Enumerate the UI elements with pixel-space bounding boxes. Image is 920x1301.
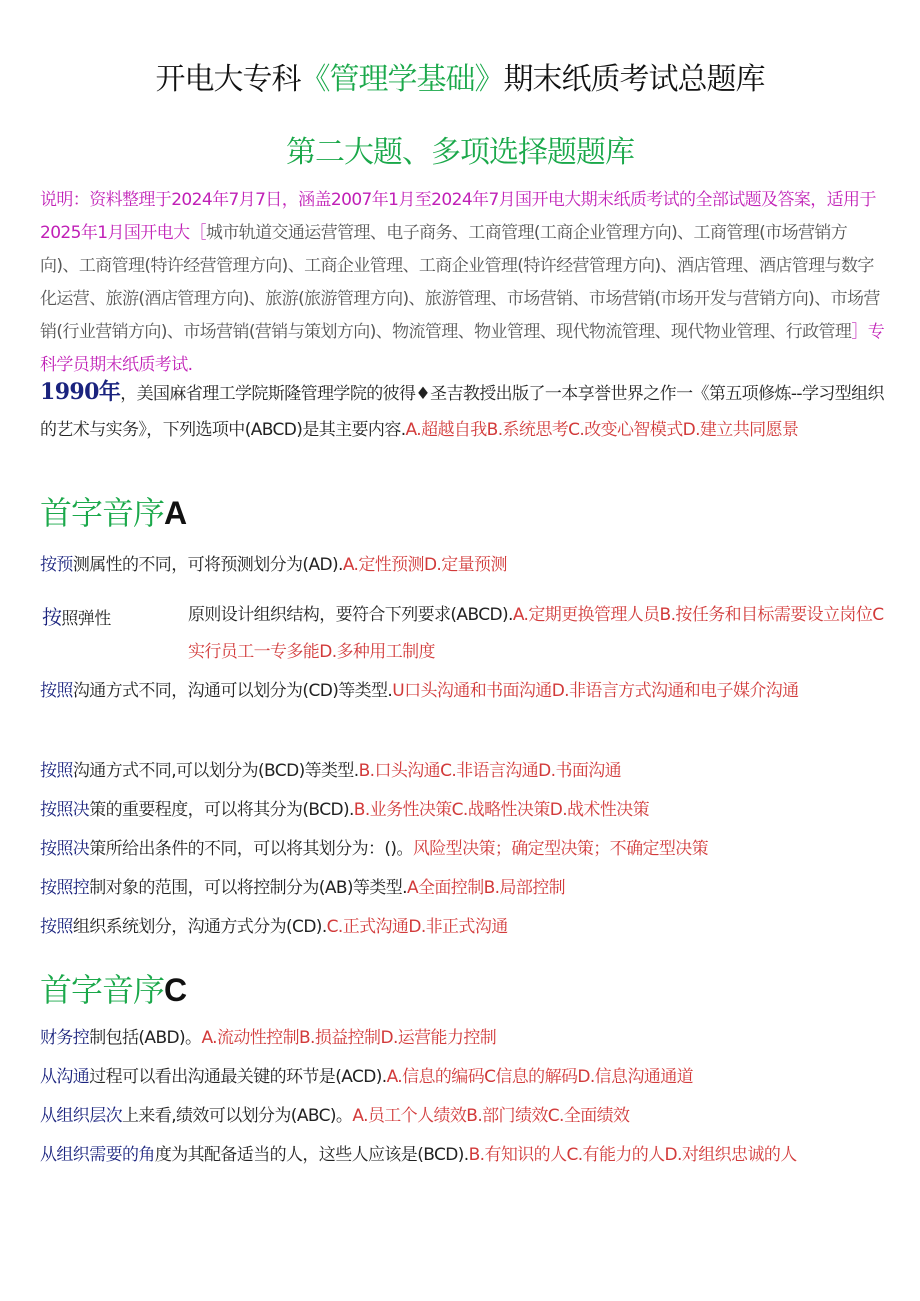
intro-answer: A.超越自我B.系统思考C.改变心智模式D.建立共同愿景	[405, 420, 799, 440]
question-body	[188, 597, 890, 671]
question-item	[40, 1097, 890, 1136]
question-answer: 风险型决策；确定型决策；不确定型决策	[412, 839, 709, 859]
question-text: 测属性的不同，可将预测划分为(AD).	[72, 555, 343, 575]
question-text: 沟通方式不同，沟通可以划分为(CD)等类型.	[72, 681, 393, 701]
question-answer: B.业务性决策C.战略性决策D.战术性决策	[353, 800, 650, 820]
title-course: 《管理学基础》	[300, 62, 504, 97]
title-suffix: 期末纸质考试总题库	[503, 62, 765, 97]
question-keyword: 从沟通	[40, 1067, 90, 1087]
section-heading-text: 首字音序	[40, 971, 165, 1009]
question-text: 制对象的范围，可以将控制分为(AB)等类型.	[89, 878, 407, 898]
question-text: 策的重要程度，可以将其分为(BCD).	[89, 800, 354, 820]
intro-year: 1990年	[40, 379, 121, 405]
question-answer: A.信息的编码C信息的解码D.信息沟通通道	[386, 1067, 694, 1087]
question-text: 过程可以看出沟通最关键的环节是(ACD).	[89, 1067, 387, 1087]
question-answer: A全面控制B.局部控制	[406, 878, 566, 898]
question-item	[40, 791, 890, 830]
question-item	[40, 1136, 900, 1175]
question-text: 组织系统划分，沟通方式分为(CD).	[72, 917, 327, 937]
question-keyword-block	[40, 597, 188, 639]
section-letter: A	[164, 495, 187, 531]
title-prefix: 开电大专科	[155, 62, 301, 97]
question-text: 原则设计组织结构，要符合下列要求(ABCD).	[188, 605, 513, 625]
note-tail: ］专科学员期末纸质考试.	[40, 322, 885, 375]
intro-question	[40, 374, 890, 448]
question-keyword: 按照决	[40, 839, 90, 859]
question-keyword: 按	[42, 605, 62, 629]
question-keyword: 按照决	[40, 800, 90, 820]
question-item	[40, 869, 890, 908]
page-title	[0, 60, 920, 100]
question-keyword: 按预	[40, 555, 73, 575]
question-item	[40, 597, 890, 671]
question-text: 度为其配备适当的人，这些人应该是(BCD).	[154, 1145, 469, 1165]
question-text: 策所给出条件的不同，可以将其划分为：()。	[89, 839, 413, 859]
section-subtitle: 第二大题、多项选择题题库	[286, 135, 634, 170]
question-item	[40, 1019, 890, 1058]
intro-text: ，美国麻省理工学院斯隆管理学院的彼得♦圣吉教授出版了一本享誉世界之作一《第五项修炼--学习型组织的艺术与实务》，下列选项中(ABCD)是其主要内容.	[40, 384, 884, 440]
question-keyword-rest: 照弹性	[61, 609, 111, 629]
question-answer: U口头沟通和书面沟通D.非语言方式沟通和电子媒介沟通	[392, 681, 799, 701]
section-letter: C	[164, 972, 187, 1008]
question-answer: A.员工个人绩效B.部门绩效C.全面绩效	[352, 1106, 630, 1126]
question-answer: B.有知识的人C.有能力的人D.对组织忠诚的人	[468, 1145, 797, 1165]
question-item	[40, 1058, 890, 1097]
question-answer: B.口头沟通C.非语言沟通D.书面沟通	[358, 761, 622, 781]
section-heading-text: 首字音序	[40, 494, 165, 532]
question-keyword: 按照	[40, 917, 73, 937]
question-item	[40, 672, 890, 711]
question-keyword: 从组织需要的角	[40, 1145, 155, 1165]
note-lead: 说明：资料整理于2024年7月7日，涵盖2007年1月至2024年7月国开电大期末纸质考试的全部试题及答案，适用于2025年1月国开电大［	[40, 190, 876, 243]
question-item	[40, 830, 890, 869]
note-majors: 城市轨道交通运营管理、电子商务、工商管理(工商企业管理方向)、工商管理(市场营销方向)、工商管理(特许经营管理方向)、工商企业管理、工商企业管理(特许经营管理方向)、酒店管理、酒店管理与数字化运营、旅游(酒店管理方向)、旅游(旅游管理方向)、旅游管理、市场营销、市场营销(市场开发与营销方向)、市场营销(行业营销方向)、市场营销(营销与策划方向)、物流管理、物业管理、现代物流管理、现代物业管理、行政管理	[40, 223, 880, 342]
question-answer: A.定期更换管理人员B.按任务和目标需要设立岗位C实行员工一专多能D.多种用工制度	[188, 605, 884, 662]
section-heading-c	[40, 970, 186, 1010]
description-note	[40, 184, 885, 382]
question-text: 沟通方式不同,可以划分为(BCD)等类型.	[72, 761, 359, 781]
section-heading-a	[40, 493, 186, 533]
question-keyword: 按照	[40, 681, 73, 701]
question-answer: C.正式沟通D.非正式沟通	[326, 917, 508, 937]
question-keyword: 按照控	[40, 878, 90, 898]
question-answer: A.流动性控制B.损益控制D.运营能力控制	[201, 1028, 497, 1048]
question-text: 上来看,绩效可以划分为(ABC)。	[122, 1106, 353, 1126]
question-keyword: 财务控	[40, 1028, 90, 1048]
question-text: 制包括(ABD)。	[89, 1028, 202, 1048]
question-keyword: 按照	[40, 761, 73, 781]
question-answer: A.定性预测D.定量预测	[342, 555, 507, 575]
question-item	[40, 546, 890, 585]
question-keyword: 从组织层次	[40, 1106, 122, 1126]
question-item	[40, 908, 890, 947]
question-item	[40, 752, 890, 791]
